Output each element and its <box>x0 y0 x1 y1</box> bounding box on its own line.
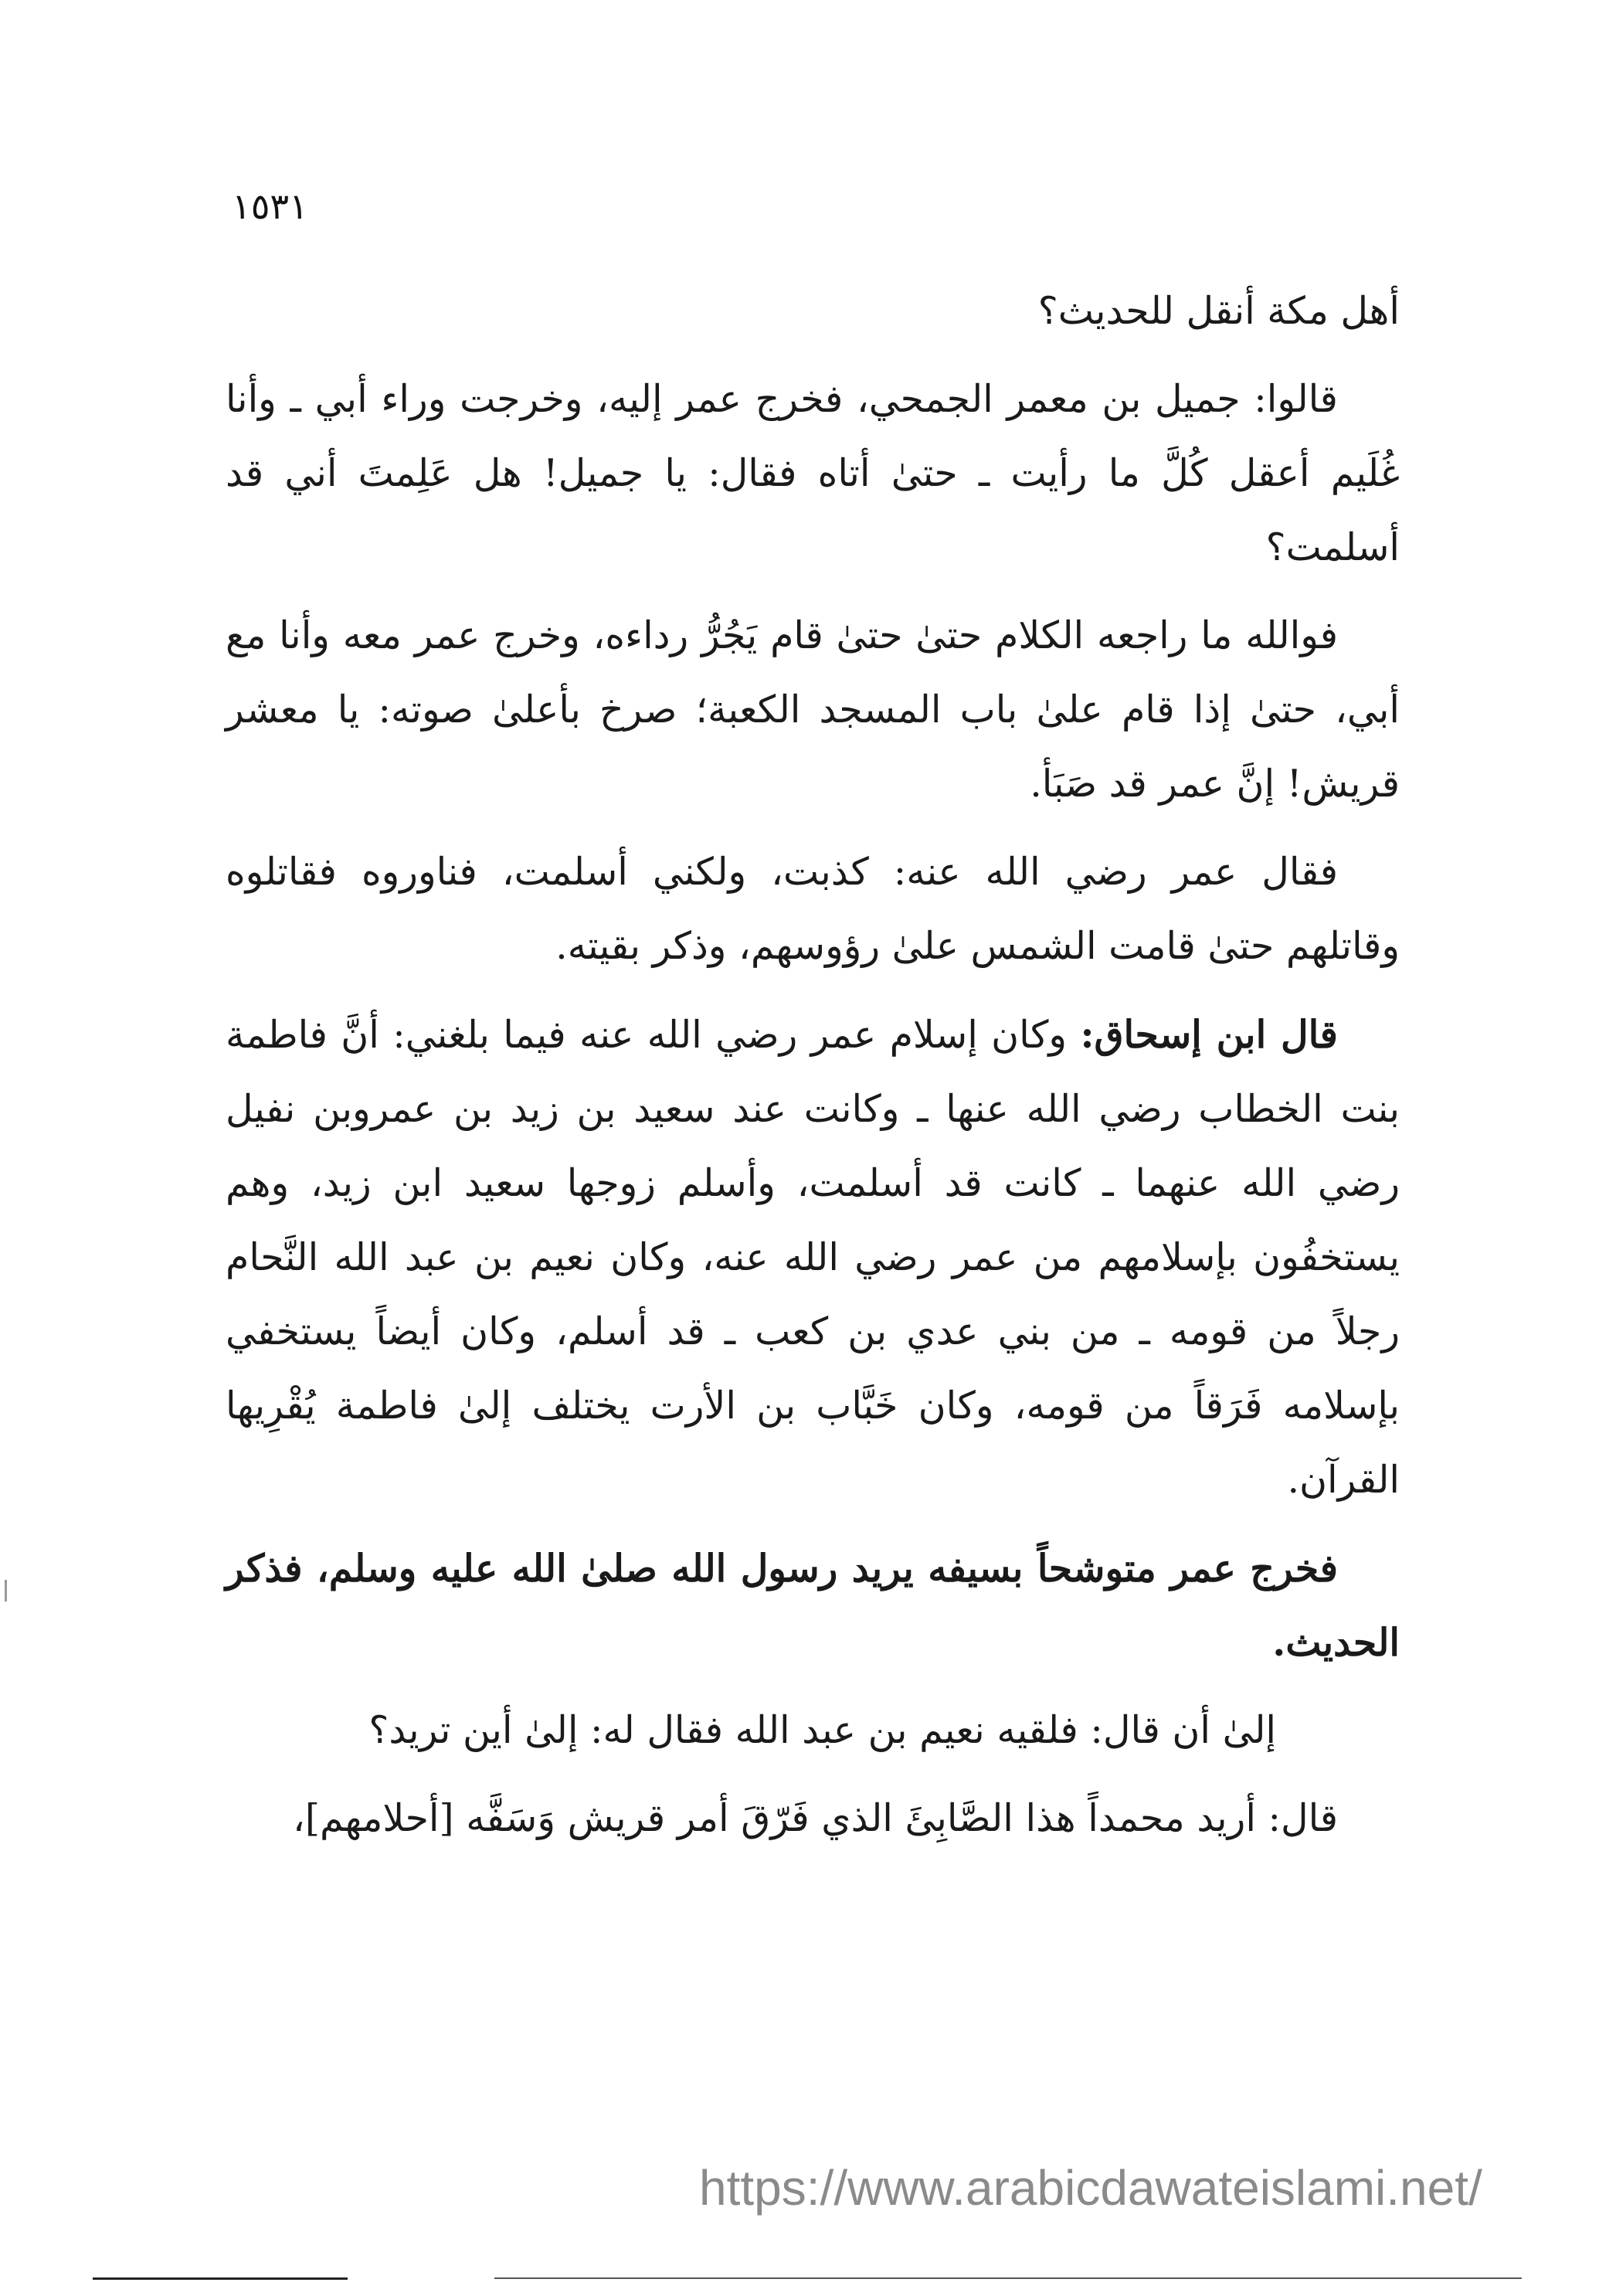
paragraph-2: قالوا: جميل بن معمر الجمحي، فخرج عمر إليه، وخرجت وراء أبي ـ وأنا غُلَيم أعقل كُلَّ ما رأيت ـ حتىٰ أتاه فقال: يا جميل! هل عَلِمتَ أني قد أسلمت؟ <box>226 377 1400 569</box>
bottom-rule-right <box>494 2277 1522 2279</box>
watermark-url: https://www.arabicdawateislami.net/ <box>699 2160 1482 2216</box>
paragraph-1: أهل مكة أنقل للحديث؟ <box>1037 289 1400 333</box>
paragraph-7: إلىٰ أن قال: فلقيه نعيم بن عبد الله فقال له: إلىٰ أين تريد؟ <box>368 1708 1276 1752</box>
paragraph-5 <box>226 997 1400 1517</box>
bottom-rule-left <box>93 2277 348 2280</box>
paragraph-5-text: وكان إسلام عمر رضي الله عنه فيما بلغني: أنَّ فاطمة بنت الخطاب رضي الله عنها ـ وكانت عند سعيد بن زيد بن عمروبن نفيل رضي الله عنهما ـ كانت قد أسلمت، وأسلم زوجها سعيد ابن زيد، وهم يستخفُون بإسلامهم من عمر رضي الله عنه، وكان نعيم بن عبد الله النَّحام رجلاً من قومه ـ من بني عدي بن كعب ـ قد أسلم، وكان أيضاً يستخفي بإسلامه فَرَقاً من قومه، وكان خَبَّاب بن الأرت يختلف إلىٰ فاطمة يُقْرِيها القرآن. <box>226 1013 1400 1502</box>
paragraph-8: قال: أريد محمداً هذا الصَّابِئَ الذي فَرّقَ أمر قريش وَسَفَّه [أحلامهم]، <box>293 1796 1338 1840</box>
paragraph-4: فقال عمر رضي الله عنه: كذبت، ولكني أسلمت، فناوروه فقاتلوه وقاتلهم حتىٰ قامت الشمس علىٰ رؤوسهم، وذكر بقيته. <box>226 850 1400 968</box>
paragraph-5-label: قال ابن إسحاق: <box>1080 1012 1338 1057</box>
body-text <box>226 274 1400 1870</box>
scan-mark <box>5 1580 7 1601</box>
page-number: ١٥٣١ <box>232 185 308 227</box>
paragraph-6: فخرج عمر متوشحاً بسيفه يريد رسول الله صلىٰ الله عليه وسلم، فذكر الحديث. <box>226 1546 1400 1665</box>
paragraph-3: فوالله ما راجعه الكلام حتىٰ حتىٰ قام يَجُرُّ رداءه، وخرج عمر معه وأنا مع أبي، حتىٰ إذا قام علىٰ باب المسجد الكعبة؛ صرخ بأعلىٰ صوته: يا معشر قريش! إنَّ عمر قد صَبَأ. <box>226 613 1400 806</box>
